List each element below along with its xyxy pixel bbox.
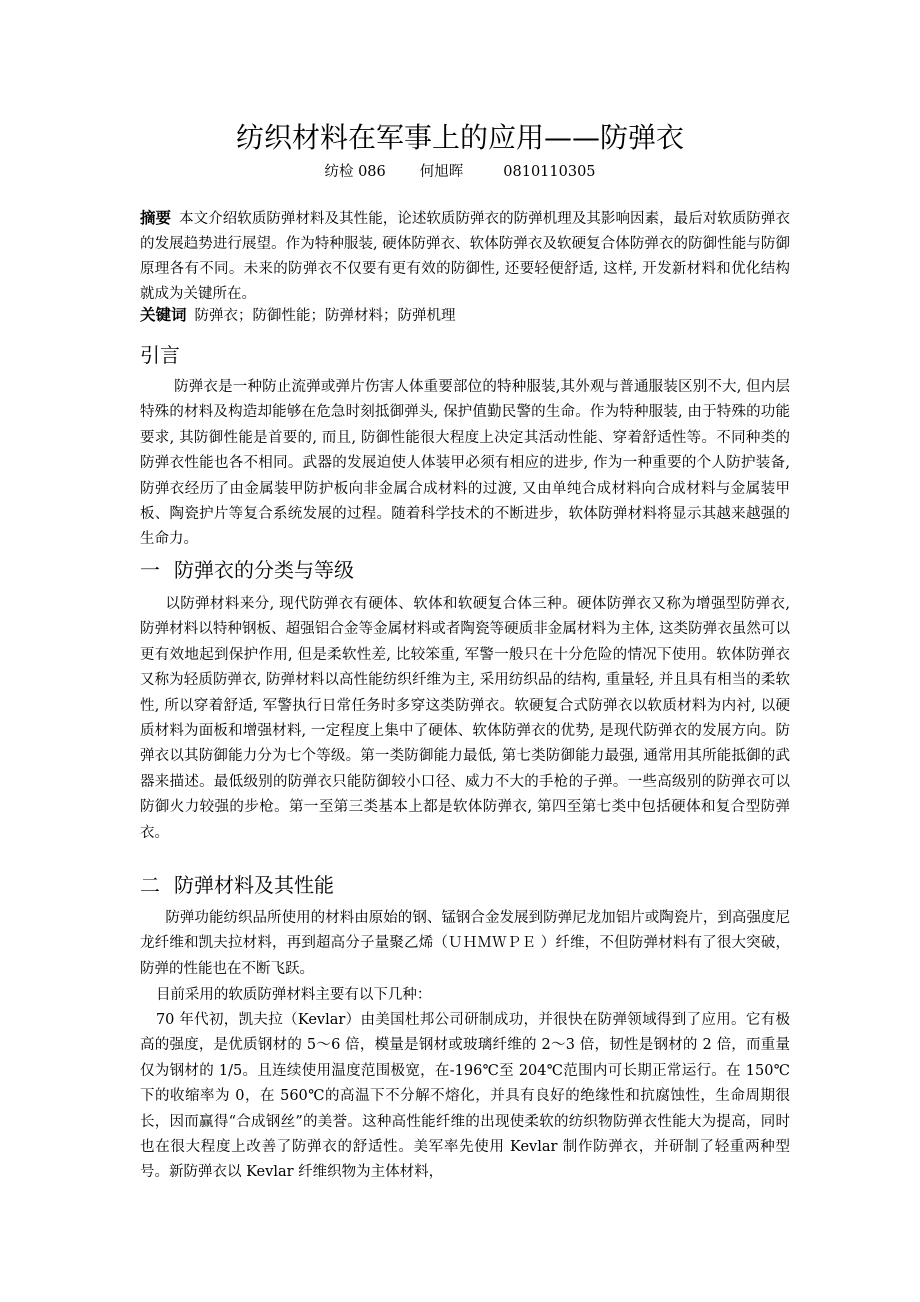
section-heading-1: [140, 555, 790, 585]
section-paragraph-intro: 防弹衣是一种防止流弹或弹片伤害人体重要部位的特种服装,其外观与普通服装区别不大, 但内层特殊的材料及构造却能够在危急时刻抵御弹头, 保护值勤民警的生命。作为特种服装, 由于特殊的功能要求, 其防御性能是首要的, 而且, 防御性能很大程度上决定其活动性能、穿着舒适性等。不同种类的防弹衣性能也各不相同。武器的发展迫使人体装甲必须有相应的进步, 作为一种重要的个人防护装备, 防弹衣经历了由金属装甲防护板向非金属合成材料的过渡, 又由单纯合成材料向合成材料与金属装甲板、陶瓷护片等复合系统发展的过程。随着科学技术的不断进步，软体防弹材料将显示其越来越强的生命力。: [140, 379, 790, 548]
author-student-id: 0810110305: [503, 164, 596, 180]
section-number: 一: [140, 558, 160, 582]
author-class: 纺检 086: [324, 164, 386, 180]
section-paragraph-materials-list-intro: 目前采用的软质防弹材料主要有以下几种：: [155, 987, 432, 1003]
section-heading-text: 防弹材料及其性能: [174, 873, 334, 897]
section-paragraph-kevlar: 70 年代初，凯夫拉（Kevlar）由美国杜邦公司研制成功，并很快在防弹领域得到了应用。它有极高的强度，是优质钢材的 5～6 倍，模量是钢材或玻璃纤维的 2～3 倍，韧性是钢材的 2 倍，而重量仅为钢材的 1/5。且连续使用温度范围极宽，在-196℃至 204℃范围内可长期正常运行。在 150℃下的收缩率为 0，在 560℃的高温下不分解不熔化，并具有良好的绝缘性和抗腐蚀性，生命周期很长，因而赢得“合成钢丝”的美誉。这种高性能纤维的出现使柔软的纺织物防弹衣性能大为提高，同时也在很大程度上改善了防弹衣的舒适性。美军率先使用 Kevlar 制作防弹衣，并研制了轻重两种型号。新防弹衣以 Kevlar 纤维织物为主体材料，: [140, 1012, 790, 1181]
document-title: 纺织材料在军事上的应用——防弹衣: [235, 121, 684, 154]
abstract: [140, 206, 790, 307]
keywords: [140, 303, 790, 329]
section-heading-2: [140, 870, 790, 900]
author-line: [0, 161, 920, 183]
section-heading-intro: [140, 340, 790, 370]
section-paragraph-classification: 以防弹材料来分, 现代防弹衣有硬体、软体和软硬复合体三种。硬体防弹衣又称为增强型防弹衣, 防弹材料以特种钢板、超强铝合金等金属材料或者陶瓷等硬质非金属材料为主体, 这类防弹衣虽然可以更有效地起到保护作用, 但是柔软性差, 比较笨重, 军警一般只在十分危险的情况下使用。软体防弹衣又称为轻质防弹衣, 防弹材料以高性能纺织纤维为主, 采用纺织品的结构, 重量轻, 并且具有相当的柔软性, 所以穿着舒适, 军警执行日常任务时多穿这类防弹衣。软硬复合式防弹衣以软质材料为内衬, 以硬质材料为面板和增强材料, 一定程度上集中了硬体、软体防弹衣的优势, 是现代防弹衣的发展方向。防弹衣以其防御能力分为七个等级。第一类防御能力最低, 第七类防御能力最强, 通常用其所能抵御的武器来描述。最低级别的防弹衣只能防御较小口径、威力不大的手枪的子弹。一些高级别的防弹衣可以防御火力较强的步枪。第一至第三类基本上都是软体防弹衣, 第四至第七类中包括硬体和复合型防弹衣。: [140, 596, 790, 841]
abstract-label: 摘要: [140, 209, 172, 227]
section-heading-text: 引言: [140, 343, 180, 367]
keywords-label: 关键词: [140, 306, 187, 324]
section-paragraph-materials: 防弹功能纺织品所使用的材料由原始的钢、锰钢合金发展到防弹尼龙加铝片或陶瓷片，到高强度尼龙纤维和凯夫拉材料，再到超高分子量聚乙烯（ＵＨＭＷＰＥ ）纤维，不但防弹材料有了很大突破，防弹的性能也在不断飞跃。: [140, 910, 790, 977]
abstract-text: 本文介绍软质防弹材料及其性能，论述软质防弹衣的防弹机理及其影响因素，最后对软质防弹衣的发展趋势进行展望。作为特种服装, 硬体防弹衣、软体防弹衣及软硬复合体防弹衣的防御性能与防御原理各有不同。未来的防弹衣不仅要有更有效的防御性, 还要轻便舒适, 这样, 开发新材料和优化结构就成为关键所在。: [140, 211, 790, 302]
section-number: 二: [140, 873, 160, 897]
section-heading-text: 防弹衣的分类与等级: [174, 558, 354, 582]
author-name: 何旭晖: [419, 164, 464, 180]
keywords-text: 防弹衣；防御性能；防弹材料；防弹机理: [194, 308, 456, 324]
